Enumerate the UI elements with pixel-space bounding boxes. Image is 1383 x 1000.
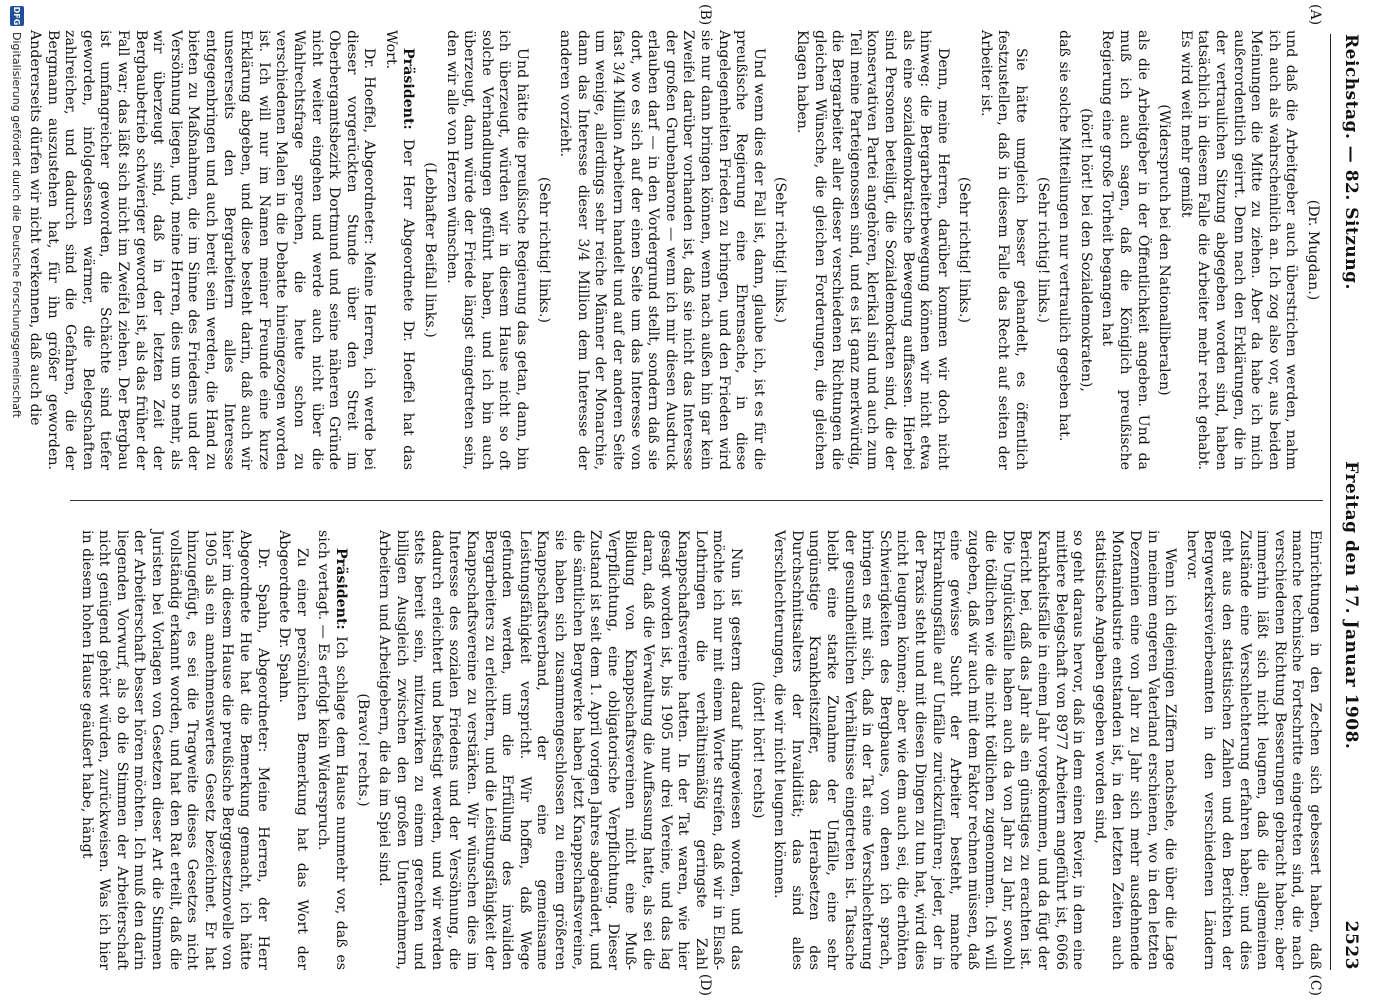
- paragraph: daß sie solche Mitteilungen nur vertraulich gegeben hat.: [1056, 30, 1073, 442]
- digitization-credit: [6, 0, 28, 1000]
- right-text-column: [70, 530, 1323, 970]
- column-divider: [70, 500, 1323, 501]
- interjection: (Widerspruch bei den Nationalliberalen): [1156, 104, 1173, 396]
- dfg-logo-icon: DFG: [10, 6, 24, 26]
- paragraph: Dr. Hoeffel, Abgeordneter: Meine Herren, ich werde bei dieser vorgerückten Stunde über den Streit im Oberbergamtsbezirk Dortmund und seine näheren Gründe nicht weiter eingehen und werde auch nicht über die Wahlrechtsfrage sprechen, die heute schon zu verschiedenen Malen in die Debatte hineingezogen worden ist. Ich will nur im Namen meiner Freunde eine kurze Erklärung abgeben, und diese besteht darin, daß auch wir unsererseits den Bergarbeitern alles Interesse entgegenbringen und auch bereit sein werden, die Hand zu bieten zu Maßnahmen, die im Sinne des Friedens und der Versöhnung liegen, und, meine Herren, dies um so mehr, als wir überzeugt sind, daß in der letzten Zeit der Bergbaubetrieb schwieriger geworden ist, als das früher der Fall war; das läßt sich nicht im Zweifel ziehen. Der Bergbau ist umfangreicher geworden, die Schächte sind tiefer geworden, infolgedessen wärmer, die Belegschaften zahlreicher, und dadurch sind die Gefahren, die der Bergmann auszustehen hat, für ihn größer geworden. Andererseits dürfen wir nicht verkennen, daß auch die: [27, 30, 378, 470]
- left-text-column: [27, 30, 1323, 470]
- interjection: (Bravo! rechts.): [354, 693, 371, 807]
- paragraph: Denn, meine Herren, darüber kommen wir doch nicht hinweg: die Bergarbeiterbewegung können wir nicht etwa als eine sozialdemokratische Bewegung auffassen. Hierbei sind Personen beteiligt, die Sozialdemokraten sind, die der konservativen Partei angehören, klerikal sind und auch zum Teil meine Parteigenossen sind, und es ist ganz merkwürdig, die Bergarbeiter aller dieser verschiedenen Richtungen die gleichen Wünsche, die gleichen Forderungen, die gleichen Klagen haben.: [793, 30, 951, 470]
- margin-marker-c: (C): [1307, 974, 1323, 996]
- paragraph: Und hätte die preußische Regierung das getan, dann, bin ich überzeugt, würden wir in diesem Hause nicht so oft solche Verhandlungen geführt haben, und ich bin auch überzeugt, dann würde der Friede längst eingetreten sein, den wir alle von Herzen wünschen.: [443, 30, 531, 470]
- margin-marker-a: (A): [1307, 4, 1323, 26]
- paragraph: Einrichtungen in den Zechen sich gebessert haben, daß manche technische Fortschritte eingetreten sind, die nach verschiedenen Richtung Besserungen gebracht haben; aber immerhin läßt sich nicht leugnen, daß die allgemeinen Zustände eine Verschlechterung erfahren haben; und dies geht aus den statistischen Zahlen und den Berichten der Bergwerksrevierbeamten in den verschiedenen Ländern hervor.: [1183, 530, 1323, 970]
- paragraph: Nun ist gestern darauf hingewiesen worden, und das möchte ich nur mit einem Worte streifen, daß wir in Elsaß-Lothringen die verhältnismäßig geringste Zahl Knappschaftsvereine hatten. In der Tat waren, wie hier gesagt worden ist, bis 1905 nur drei Vereine, und das lag daran, daß die Verwaltung die Auffassung hatte, als sei die Bildung von Knappschaftsvereinen nicht eine Muß-Verpflichtung, eine obligatorische Verpflichtung. Dieser Zustand ist seit dem 1. April vorigen Jahres abgeändert, und die sämtlichen Bergwerke haben jetzt Knappschaftsvereine, sie haben sich zusammengeschlossen zu einem größeren Knappschaftsverband, der eine gemeinsame Leistungsfähigkeit verspricht. Wir hoffen, daß Wege gefunden werden, um die Erfüllung des invaliden Bergarbeiters zu erleichtern, und die Leistungsfähigkeit der Knappschaftsvereine zu verstärken. Wir wünschen dies im Interesse des sozialen Friedens und der Versöhnung, die dadurch erleichtert und befestigt werden, und wir werden stets bereit sein, mitzuwirken zu einem gerechten und billigen Ausgleich zwischen den großen Unternehmern, Arbeitern und Arbeitgebern, die da im Spiel sind.: [376, 530, 744, 970]
- paragraph: so geht daraus hervor, daß in dem einen Revier, in dem eine mittlere Belegschaft von 8977 Arbeitern angeführt ist, 6066 Krankheitsfälle in einem Jahr vorgekommen, und da fügt der Bericht bei, daß das Jahr als ein günstiges zu erachten ist. Die Unglücksfälle haben auch da von Jahr zu Jahr, sowohl die tödlichen wie die nicht tödlichen zugenommen. Ich will zugeben, daß wir auch mit dem Faktor rechnen müssen, daß eine gewisse Sucht der Arbeiter besteht, manche Erkrankungsfälle auf Unfälle zurückzuführen; jeder, der in der Praxis steht und mit diesen Dingen zu tun hat, wird dies nicht leugnen können; aber wie dem auch sei, die erhöhten Schwierigkeiten des Bergbaues, von denen ich sprach, bringen es mit sich, daß in der Tat eine Verschlechterung der gesundheitlichen Verhältnisse eingetreten ist. Tatsache bleibt eine starke Zunahme der Unfälle, eine sehr ungünstige Krankheitsziffer, das Herabsetzen des Durchschnittsalters der Invalidität; das sind alles Verschlechterungen, die wir nicht leugnen können.: [771, 530, 1087, 970]
- paragraph: als die Arbeitgeber in der Öffentlichkeit angeben. Und da muß ich auch sagen, daß die Königlich preußische Regierung eine große Torheit begangen hat: [1099, 30, 1151, 470]
- interjection: (hört! hört! rechts): [749, 681, 766, 819]
- interjection: (Sehr richtig! links.): [956, 176, 973, 324]
- paragraph: Dr. Spahn, Abgeordneter: Meine Herren, der Herr Abgeordnete Hue hat die Bemerkung gemacht, ich hätte hier im diesem Hause die preußische Berggesetznovelle von 1905 als ein annehmenswertes Gesetz bezeichnet. Er hat hinzugefügt, es sei die Tragweite dieses Gesetzes nicht vollständig erkannt worden, und hat den Rat erteilt, daß die Juristen bei Vorlagen von Gesetzen dieser Art die Stimmen der Arbeiterschaft besser hören möchten. Ich muß den darin liegenden Vorwurf, als ob die Stimmen der Arbeiterschaft nicht genügend gehört würden, zurückweisen. Was ich hier in diesem hohen Hause geäußert habe, hängt: [78, 530, 271, 970]
- header-left-session: Reichstag. — 82. Sitzung.: [1341, 34, 1361, 290]
- interjection: (Sehr richtig! links.): [535, 176, 552, 324]
- interjection: (hört! hört! bei den Sozialdemokraten),: [1077, 108, 1094, 392]
- text-columns: [27, 4, 1323, 996]
- paragraph: Zu einer persönlichen Bemerkung hat das Wort der Abgeordnete Dr. Spahn.: [276, 530, 310, 970]
- interjection: (Dr. Mugdan.): [1305, 199, 1321, 301]
- paragraph: Und wenn dies der Fall ist, dann, glaube ich, ist es für die preußische Regierung eine Ehrensache, in diese Angelegenheiten Frieden zu bringen, und den Frieden wird sie nur dann bringen können, wenn nach außen hin gar kein Zweifel darüber vorhanden ist, daß sie nicht das Interesse der großen Grubenbarone — wenn ich mir diesen Ausdruck erlauben darf — in den Vordergrund stellt, sondern daß sie dort, wo es sich auf der einen Seite um das Interesse von fast 3/4 Million Arbeitern handelt und auf der anderen Seite um wenige, allerdings sehr reiche Männer der Monarchie, dann das Interesse dieser 3/4 Million dem Interesse der anderen vorzieht.: [557, 30, 767, 470]
- paragraph: und daß die Arbeitgeber auch überstrichen werden, nahm ich auch als wahrscheinlich an. Ich zog also vor, aus beiden Meinungen die Mitte zu ziehen. Aber da habe ich mich außerordentlich geirrt. Denn nach den Erklärungen, die in der vertraulichen Sitzung abgegeben worden sind, haben tatsächlich in diesem Falle die Arbeiter mehr recht gehabt. Es wird weit mehr gemißt: [1177, 30, 1300, 470]
- interjection: (Sehr richtig! links.): [772, 176, 789, 324]
- paragraph-text: Ich schlage dem Hause nunmehr vor, daß es sich vertagt. — Es erfolgt kein Widerspruch.: [315, 530, 349, 970]
- interjection: (Sehr richtig! links.): [1034, 176, 1051, 324]
- margin-marker-b: (B): [697, 4, 713, 26]
- paragraph: [314, 530, 349, 970]
- margin-marker-d: (D): [697, 973, 713, 996]
- paragraph: [381, 30, 416, 470]
- paragraph: Wenn ich diejenigen Ziffern nachsehe, die über die Lage in meinem engeren Vaterland erschienen, wo in den letzten Dezennien eine von Jahr zu Jahr sich mehr ausdehnende Montanindustrie entstanden ist, in den letzten Zeiten auch statistische Angaben gegeben worden sind,: [1091, 530, 1179, 970]
- interjection: (Lebhafter Beifall links.): [422, 162, 439, 338]
- page-header: [1330, 34, 1361, 970]
- paragraph-text: Der Herr Abgeordnete Dr. Hoeffel hat das Wort.: [382, 30, 417, 470]
- header-page-number: 2523: [1341, 920, 1361, 970]
- speaker-label: Präsident:: [332, 548, 349, 630]
- speaker-label: Präsident:: [400, 48, 417, 130]
- paragraph: Sie hätte umgleich besser gehandelt, es öffentlich festzustellen, daß in diesem Falle das Recht auf seiten der Arbeiter ist.: [977, 30, 1030, 470]
- credit-text: Digitalisierung gefördert durch die Deutsche Forschungsgemeinschaft: [10, 32, 24, 418]
- header-date: Freitag den 17. Januar 1908.: [1341, 461, 1361, 750]
